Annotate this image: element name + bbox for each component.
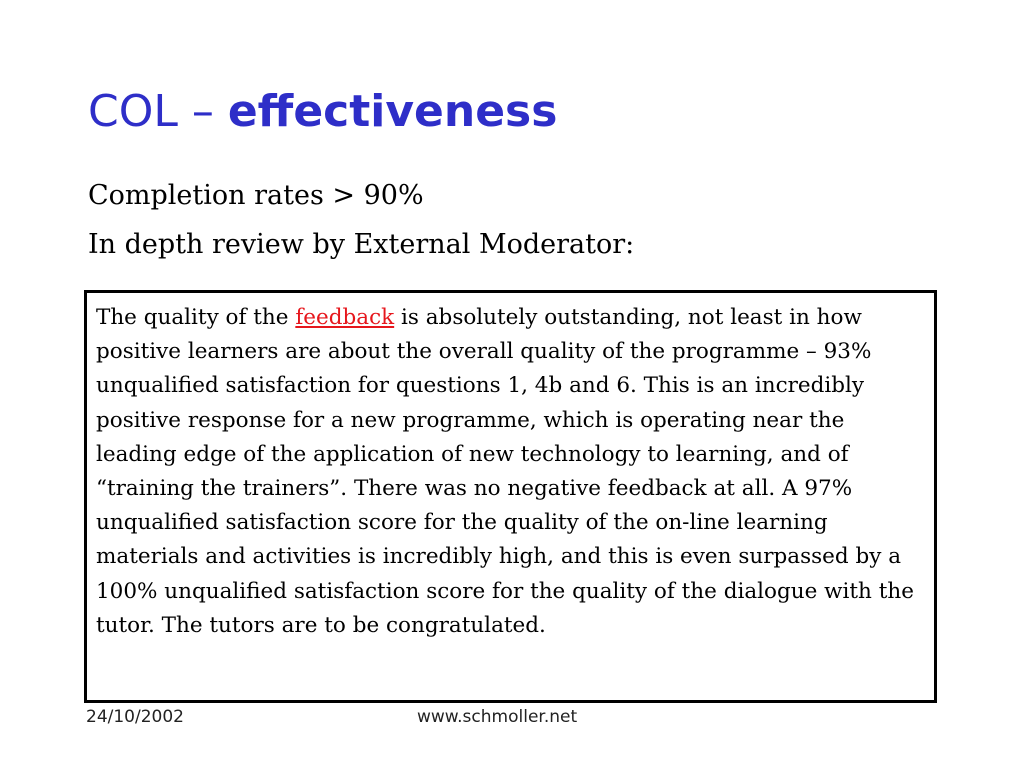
bullet-external-moderator: In depth review by External Moderator:: [88, 229, 635, 260]
moderator-quote-text: [96, 301, 926, 643]
footer-url: www.schmoller.net: [417, 707, 578, 727]
quote-text-start: The quality of the: [96, 305, 296, 330]
title-emphasis: effectiveness: [227, 86, 558, 137]
title-prefix: COL –: [88, 86, 228, 137]
moderator-quote-box: [84, 290, 937, 703]
slide-title: [88, 86, 557, 139]
footer-date: 24/10/2002: [86, 707, 184, 727]
feedback-link[interactable]: feedback: [295, 305, 395, 330]
bullet-completion-rates: Completion rates > 90%: [88, 180, 424, 211]
quote-text-rest: is absolutely outstanding, not least in how positive learners are about the overall quality of the programme – 93% unqualified satisfaction for questions 1, 4b and 6. This is an incredibly positive response for a new programme, which is operating near the leading edge of the application of new technology to learning, and of “training the trainers”. There was no negative feedback at all. A 97% unqualified satisfaction score for the quality of the on-line learning materials and activities is incredibly high, and this is even surpassed by a 100% unqualified satisfaction score for the quality of the dialogue with the tutor. The tutors are to be congratulated.: [96, 305, 914, 638]
